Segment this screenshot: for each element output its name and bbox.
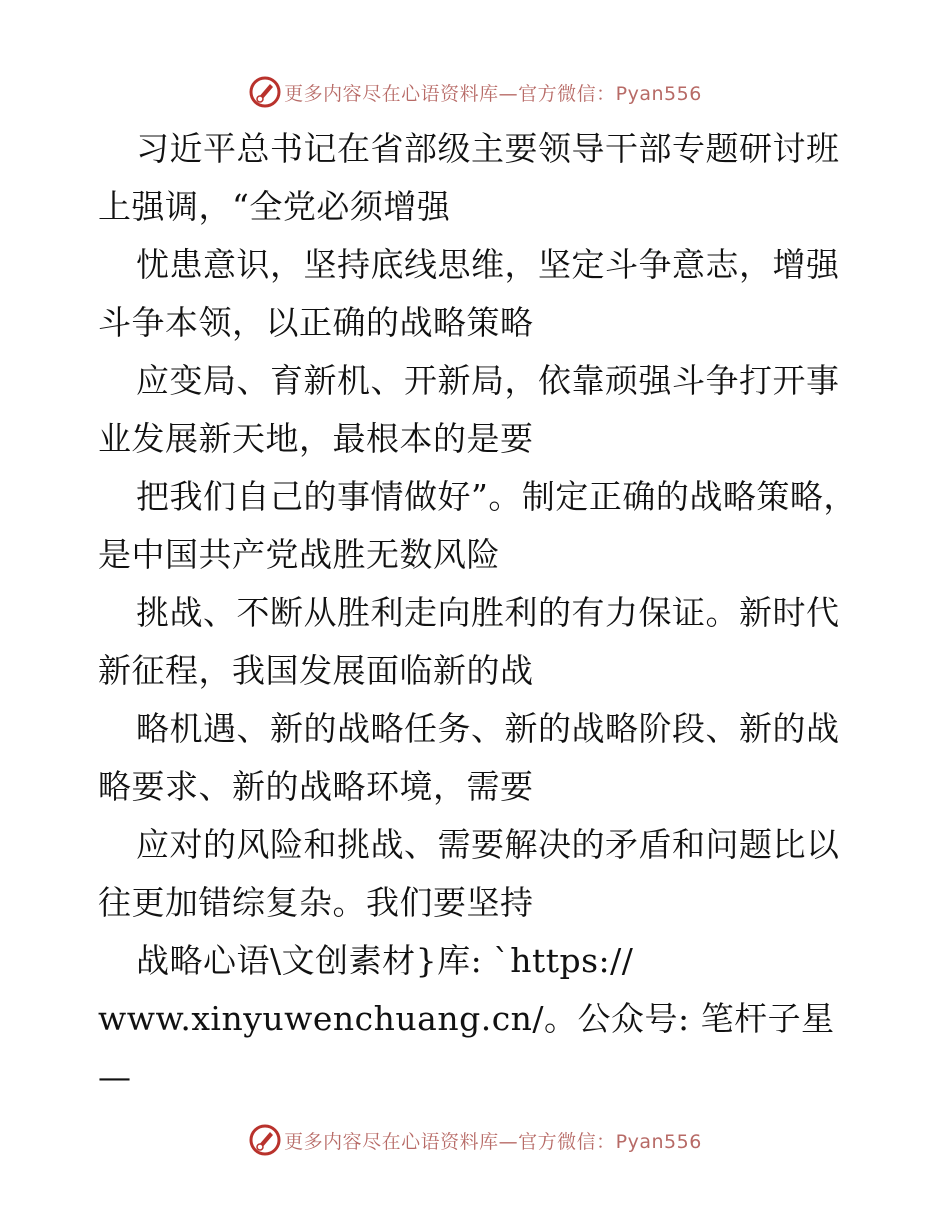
paragraph: 把我们自己的事情做好”。制定正确的战略策略，是中国共产党战胜无数风险 — [98, 477, 857, 574]
paragraph: 应对的风险和挑战、需要解决的矛盾和问题比以往更加错综复杂。我们要坚持 — [98, 825, 840, 922]
paragraph: 忧患意识，坚持底线思维，坚定斗争意志，增强斗争本领，以正确的战略策略 — [98, 245, 840, 342]
logo-icon — [248, 1123, 282, 1157]
paragraph: 习近平总书记在省部级主要领导干部专题研讨班上强调，“全党必须增强 — [98, 129, 840, 226]
header-banner — [0, 72, 950, 112]
paragraph: 战略心语\文创素材}库: `https:// — [136, 941, 634, 980]
document-body — [98, 120, 858, 1106]
paragraph: 略机遇、新的战略任务、新的战略阶段、新的战略要求、新的战略环境，需要 — [98, 709, 840, 806]
paragraph: 应变局、育新机、开新局，依靠顽强斗争打开事业发展新天地，最根本的是要 — [98, 361, 840, 458]
paragraph: www.xinyuwenchuang.cn/。公众号: 笔杆子星— — [98, 999, 835, 1096]
paragraph: 挑战、不断从胜利走向胜利的有力保证。新时代新征程，我国发展面临新的战 — [98, 593, 840, 690]
footer-banner-text: 更多内容尽在心语资料库—官方微信：Pyan556 — [284, 1130, 702, 1153]
logo-icon — [248, 75, 282, 109]
footer-banner — [0, 1120, 950, 1160]
header-banner-text: 更多内容尽在心语资料库—官方微信：Pyan556 — [284, 82, 702, 105]
